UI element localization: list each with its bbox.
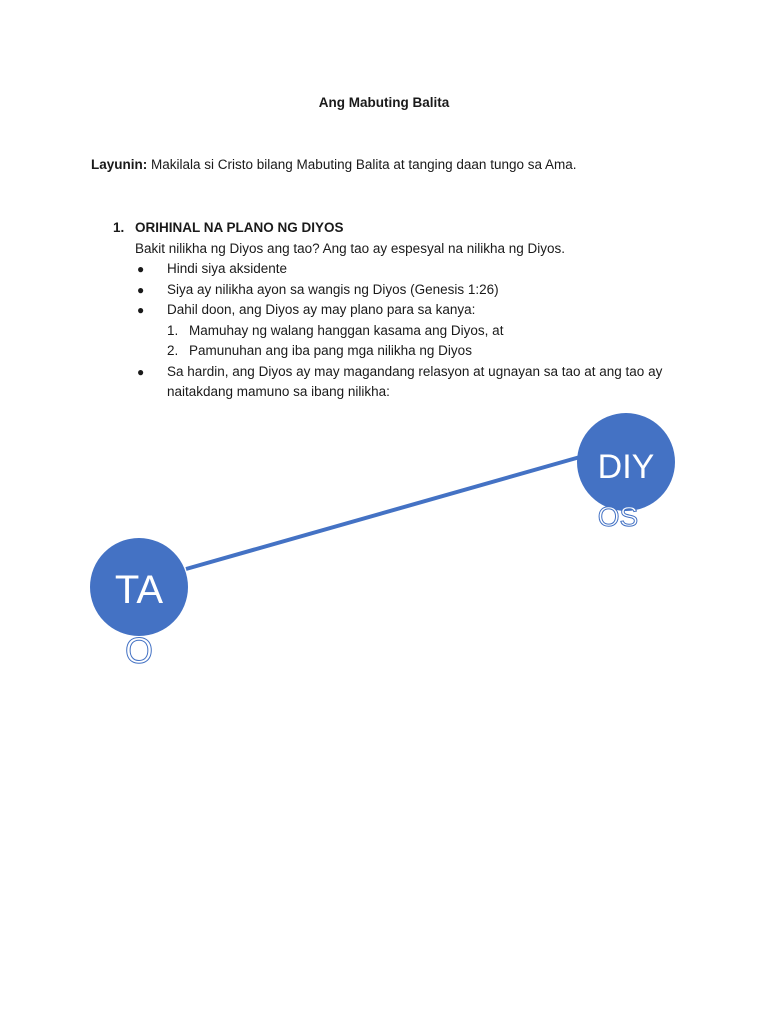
section-heading-text: ORIHINAL NA PLANO NG DIYOS xyxy=(135,220,344,235)
sub-number: 2. xyxy=(167,343,179,358)
tao-label-line1: TA xyxy=(114,568,164,612)
bullet-icon: ● xyxy=(137,282,145,297)
bullet-icon: ● xyxy=(137,262,145,276)
bullet-text: Dahil doon, ang Diyos ay may plano para sa kanya: xyxy=(167,302,476,317)
sub-text: Pamunuhan ang iba pang mga nilikha ng Diyos xyxy=(189,343,472,358)
section-intro: Bakit nilikha ng Diyos ang tao? Ang tao ay espesyal na nilikha ng Diyos. xyxy=(135,240,566,256)
diyos-label-line1: DIY xyxy=(597,448,655,486)
bullet-text: Siya ay nilikha ayon sa wangis ng Diyos (Genesis 1:26) xyxy=(167,281,499,297)
sub-text: Mamuhay ng walang hanggan kasama ang Diyos, at xyxy=(189,322,504,338)
bullet-icon: ● xyxy=(137,364,145,379)
bullet-icon: ● xyxy=(137,303,145,317)
bullet-text: Sa hardin, ang Diyos ay may magandang relasyon at ugnayan sa tao at ang tao ay naitakdang mamuno sa ibang nilikha: xyxy=(167,363,663,399)
section-number: 1. xyxy=(113,220,125,235)
tao-label-line2: O xyxy=(124,630,154,671)
diyos-label-line2: OS xyxy=(597,501,639,532)
sub-number: 1. xyxy=(167,322,179,338)
document-title: Ang Mabuting Balita xyxy=(318,95,450,110)
objective-text: Makilala si Cristo bilang Mabuting Balita at tanging daan tungo sa Ama. xyxy=(147,157,577,172)
bullet-text: Hindi siya aksidente xyxy=(167,261,288,276)
connector-line xyxy=(186,457,580,569)
objective-label: Layunin: xyxy=(91,157,148,172)
